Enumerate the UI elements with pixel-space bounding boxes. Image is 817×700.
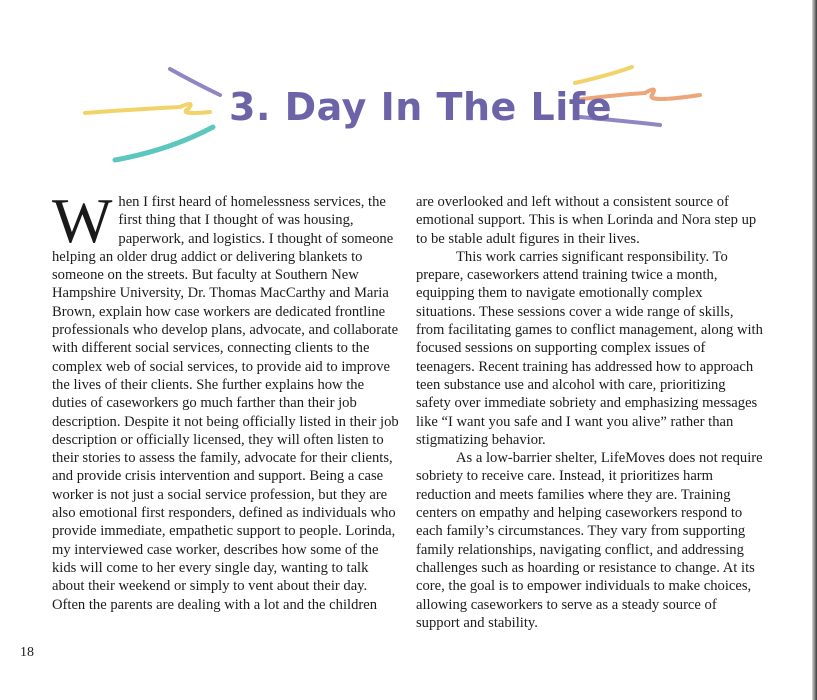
yellow-stroke-left: [85, 104, 210, 113]
paragraph-training: This work carries significant responsibility. To prepare, caseworkers attend training twice a month, equipping them to navigate emotionally complex situations. These sessions cover a wide range of skills, from facilitating games to conflict management, along with focused sessions on supporting complex issues of teenagers. Recent training has addressed how to approach teen substance use and alcohol with care, prioritizing safety over immediate sobriety and emphasizing messages like “I want you safe and I want you alive” rather than stigmatizing behavior.: [416, 248, 763, 448]
teal-stroke-left: [115, 127, 213, 160]
opening-paragraph: [52, 185, 400, 614]
page-number: 18: [20, 645, 34, 660]
article-right-column: [416, 193, 764, 632]
paragraph-low-barrier: As a low-barrier shelter, LifeMoves does not require sobriety to receive care. Instead, it prioritizes harm reduction and meets families where they are. Training centers on empathy and helping caseworkers respond to each family’s circumstances. They vary from supporting family relationships, navigating conflict, and addressing challenges such as hoarding or resistance to change. At its core, the goal is to empower individuals to make choices, allowing caseworkers to serve as a steady source of support and stability.: [416, 450, 763, 631]
purple-stroke-left: [170, 69, 220, 95]
chapter-header: [0, 55, 817, 175]
yellow-stroke-right: [575, 67, 632, 83]
paragraph-continuation: are overlooked and left without a consistent source of emotional support. This is when Lorinda and Nora step up to be stable adult figures in their lives.: [416, 194, 757, 247]
drop-cap: W: [52, 185, 113, 256]
opening-paragraph-text: hen I first heard of homelessness services, the first thing that I thought of was housing, paperwork, and logistics. I thought of someone helping an older drug addict or delivering blankets to someone on the streets. But faculty at Southern New Hampshire University, Dr. Thomas MacCarthy and Maria Brown, explain how case workers are dedicated frontline professionals who develop plans, advocate, and collaborate with different social services, connecting clients to the complex web of social services, to provide aid to improve the lives of their clients. She further explains how the duties of caseworkers go much farther than their job description. Despite it not being officially listed in their job description or officially licensed, they will often listen to their stories to assess the family, advocate for their clients, and provide crisis intervention and support. Being a case worker is not just a social service profession, but they are also emotional first responders, defined as individuals who provide immediate, empathetic support to people. Lorinda, my interviewed case worker, describes how some of the kids will come to her every single day, wanting to talk about their weekend or simply to vent about their day. Often the parents are dealing with a lot and the children: [52, 194, 399, 613]
article-left-column: [52, 185, 400, 614]
chapter-title: 3. Day In The Life: [229, 85, 613, 129]
